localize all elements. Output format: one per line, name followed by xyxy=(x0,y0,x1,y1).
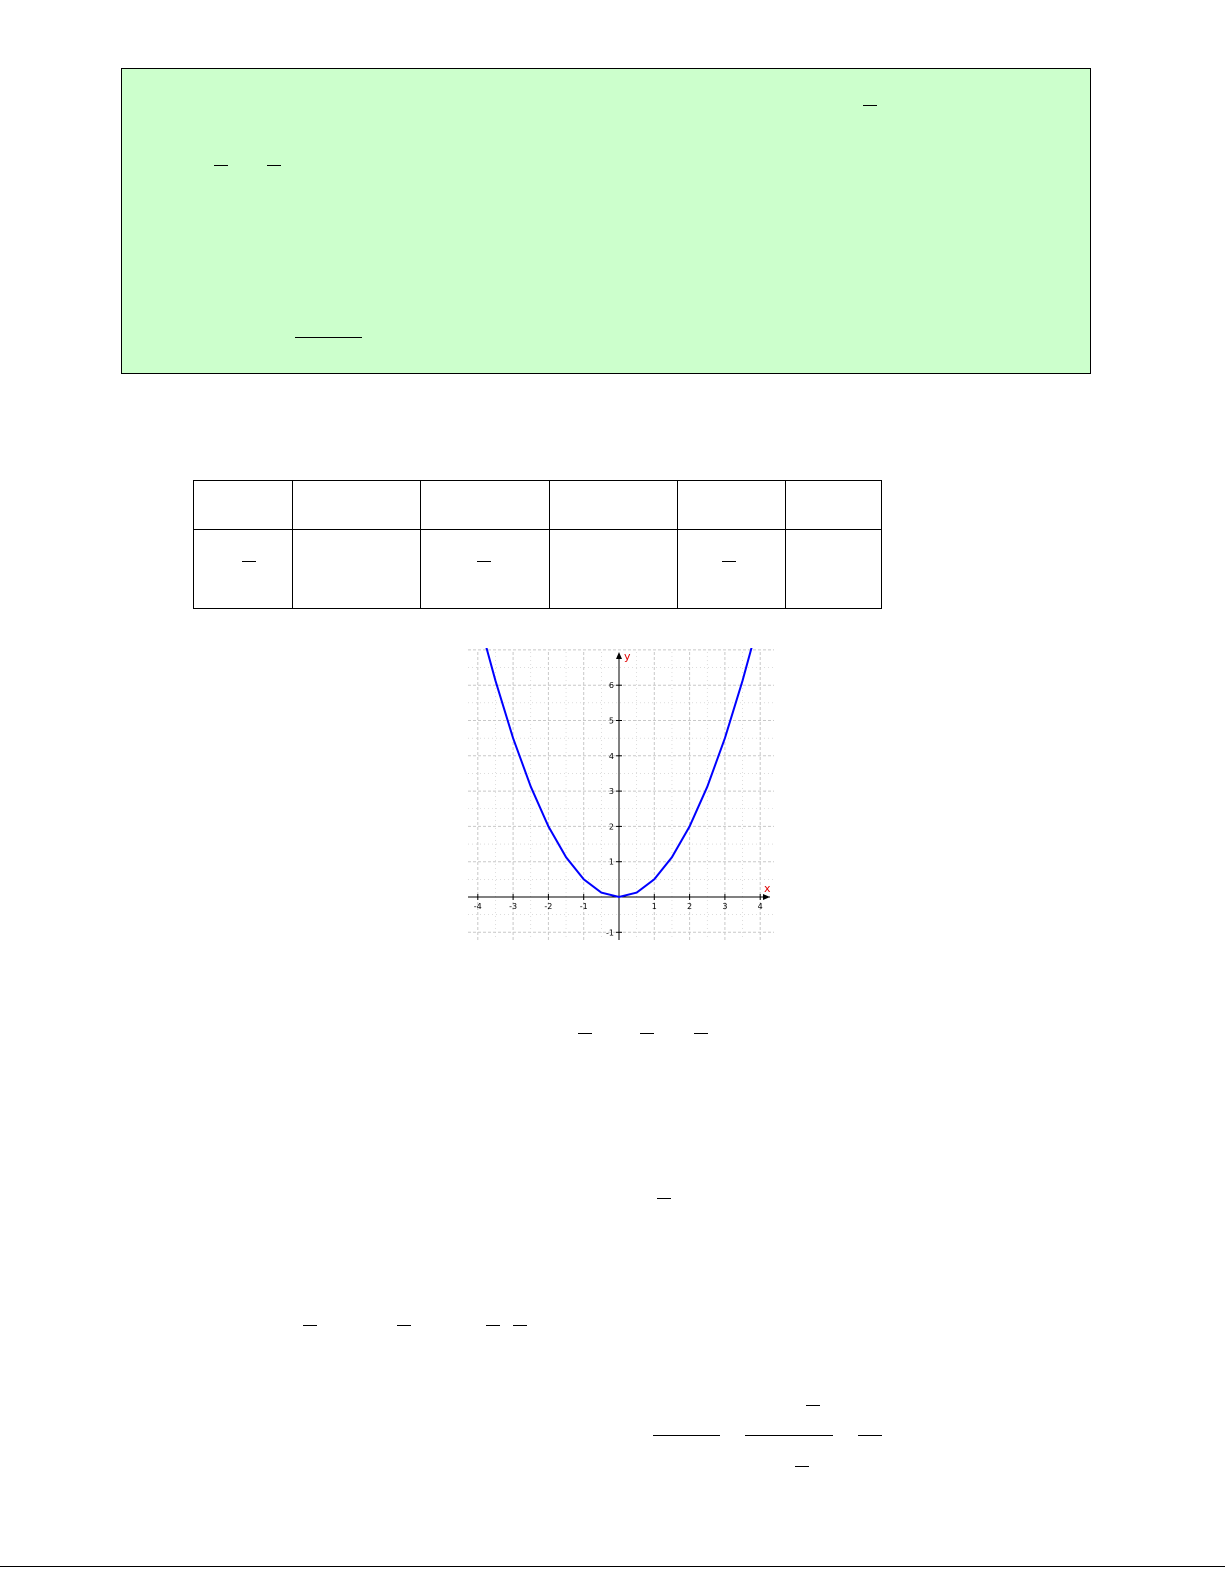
fraction-bar xyxy=(295,337,362,338)
fraction-bar xyxy=(795,1466,809,1467)
fraction-bar xyxy=(657,1198,671,1199)
table-cell xyxy=(678,481,786,530)
fraction-bar xyxy=(214,165,228,166)
table-cell xyxy=(678,530,786,609)
x-axis-label: x xyxy=(764,882,771,895)
fraction-bar xyxy=(640,1033,654,1034)
fraction-bar xyxy=(863,105,877,106)
table-cell xyxy=(786,530,882,609)
x-tick-label: 4 xyxy=(757,902,763,911)
table-header-row xyxy=(194,481,882,530)
table-cell xyxy=(194,530,293,609)
y-tick-label: 6 xyxy=(608,681,614,691)
fraction-bar xyxy=(653,1435,720,1436)
x-tick-label: 1 xyxy=(651,902,657,911)
fraction-bar xyxy=(486,1325,500,1326)
footer-rule xyxy=(0,1566,1225,1567)
fraction-bar xyxy=(722,561,736,562)
fraction-bar xyxy=(578,1033,592,1034)
x-tick-label: -3 xyxy=(509,902,518,911)
fraction-bar xyxy=(694,1033,708,1034)
table-cell xyxy=(786,481,882,530)
table-cell xyxy=(194,481,293,530)
highlight-box xyxy=(121,68,1091,374)
x-tick-label: -1 xyxy=(579,902,588,911)
table-cell xyxy=(293,481,421,530)
y-axis-arrow xyxy=(616,652,622,659)
x-tick-label: -2 xyxy=(544,902,553,911)
fraction-bar xyxy=(858,1435,882,1436)
y-tick-label: 3 xyxy=(608,787,614,797)
y-axis-label: y xyxy=(624,650,631,663)
x-tick-label: 3 xyxy=(722,902,728,911)
x-tick-label: -4 xyxy=(473,902,482,911)
y-tick-label: 2 xyxy=(608,822,614,832)
table-cell xyxy=(421,530,550,609)
table-row xyxy=(194,530,882,609)
fraction-bar xyxy=(242,561,256,562)
fraction-bar xyxy=(806,1405,820,1406)
fraction-bar xyxy=(303,1325,317,1326)
table-cell xyxy=(421,481,550,530)
y-tick-label: 1 xyxy=(608,857,614,867)
x-tick-label: 2 xyxy=(687,902,693,911)
tick-labels xyxy=(474,681,763,937)
table-cell xyxy=(550,481,678,530)
fraction-bar xyxy=(267,165,281,166)
fraction-bar xyxy=(513,1325,527,1326)
table-cell xyxy=(550,530,678,609)
fraction-bar xyxy=(477,561,491,562)
value-table xyxy=(193,480,882,609)
fraction-bar xyxy=(397,1325,411,1326)
fraction-bar xyxy=(745,1435,833,1436)
y-tick-label: -1 xyxy=(606,928,614,938)
y-tick-label: 4 xyxy=(608,751,614,761)
table-cell xyxy=(293,530,421,609)
y-tick-label: 5 xyxy=(608,716,614,726)
parabola-graph xyxy=(466,648,778,942)
